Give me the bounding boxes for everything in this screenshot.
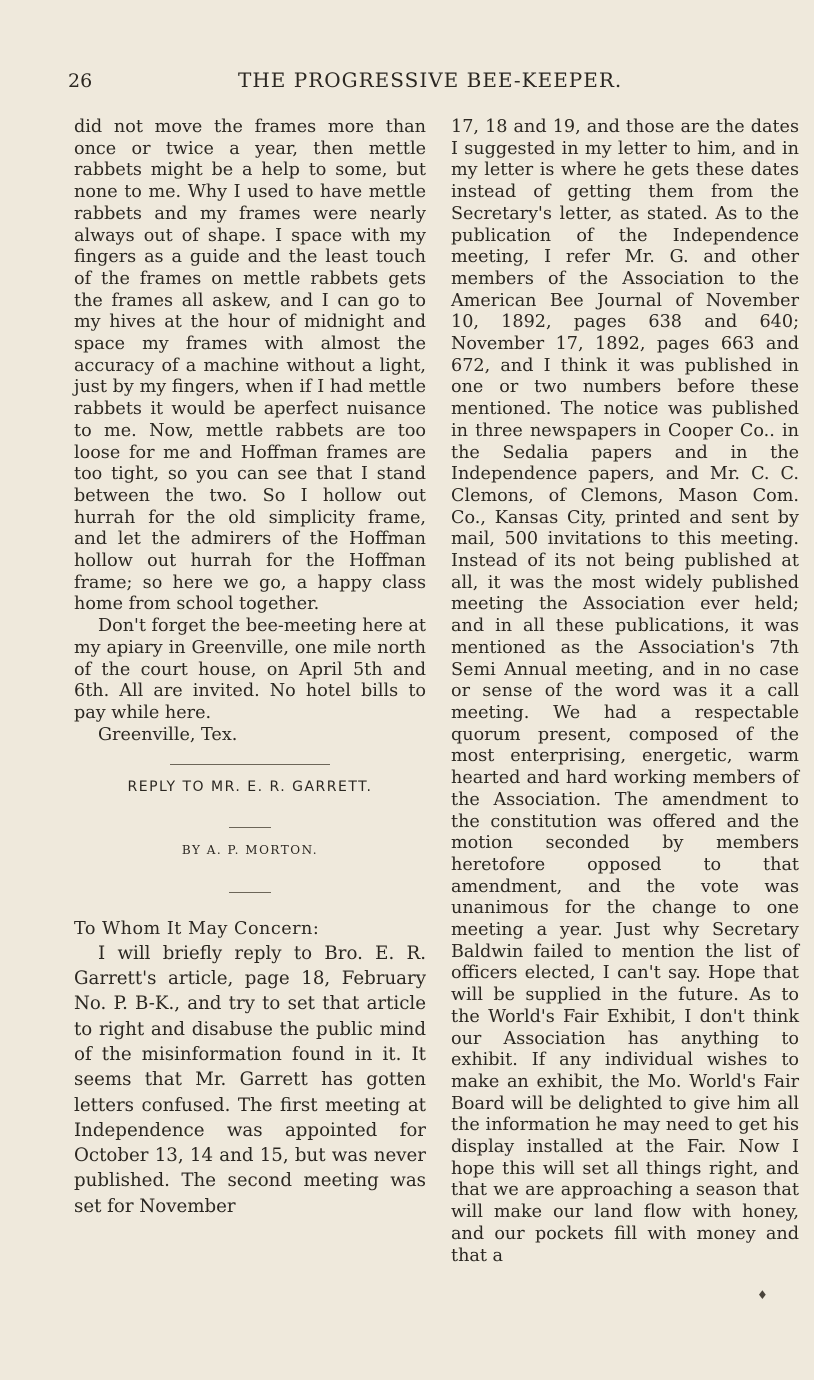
article-title: REPLY TO MR. E. R. GARRETT. [127, 779, 373, 796]
title-rule-bottom [229, 892, 271, 893]
article-opening-paragraph: I will briefly reply to Bro. E. R. Garrett's article, page 18, February No. P. B-K., and try to set that article to right and disabuse the public mind of the misinformation found in it. It seems that Mr. Garrett has gotten letters confused. The first meeting at Independence was appointed for October 13, 14 and 15, but was never published. The second meeting was set for November [74, 942, 426, 1217]
article-byline: BY A. P. MORTON. [181, 843, 319, 858]
signoff-location: Greenville, Tex. [98, 724, 238, 745]
left-column [74, 117, 426, 1219]
section-divider [170, 764, 330, 765]
page-number: 26 [68, 70, 93, 92]
title-rule-top [229, 827, 271, 828]
running-title: THE PROGRESSIVE BEE-KEEPER. [238, 68, 623, 92]
salutation: To Whom It May Concern: [74, 919, 320, 940]
article-continuation-paragraph: 17, 18 and 19, and those are the dates I suggested in my letter to him, and in my letter is where he gets these dates instead of getting them from the Secretary's letter, as stated. As to the publication of the Independence meeting, I refer Mr. G. and other members of the Association to the American Bee Journal of November 10, 1892, pages 638 and 640; November 17, 1892, pages 663 and 672, and I think it was published in one or two numbers before these mentioned. The notice was published in three newspapers in Cooper Co.. in the Sedalia papers and in the Independence papers, and Mr. C. C. Clemons, of Clemons, Mason Com. Co., Kansas City, printed and sent by mail, 500 invitations to this meeting. Instead of its not being published at all, it was the most widely published meeting the Association ever held; and in all these publications, it was mentioned as the Association's 7th Semi Annual meeting, and in no case or sense of the word was it a call meeting. We had a respectable quorum present, composed of the most enterprising, energetic, warm hearted and hard working members of the Association. The amendment to the constitution was offered and the motion seconded by members heretofore opposed to that amendment, and the vote was unanimous for the change to one meeting a year. Just why Secretary Baldwin failed to mention the list of officers elected, I can't say. Hope that will be supplied in the future. As to the World's Fair Exhibit, I don't think our Association has anything to exhibit. If any individual wishes to make an exhibit, the Mo. World's Fair Board will be delighted to give him all the information he may need to get his display installed at the Fair. Now I hope this will set all things right, and that we are approaching a season that will make our land flow with honey, and our pockets fill with money and that a [451, 117, 799, 1266]
meeting-notice-paragraph: Don't forget the bee-meeting here at my apiary in Greenville, one mile north of the court house, on April 5th and 6th. All are invited. No hotel bills to pay while here. [74, 616, 426, 723]
ornament-dot: ♦ [757, 1288, 768, 1302]
continuation-paragraph: did not move the frames more than once or twice a year, then mettle rabbets might be a help to some, but none to me. Why I used to have mettle rabbets and my frames were nearly always out of shape. I space with my fingers as a guide and the least touch of the frames on mettle rabbets gets the frames all askew, and I can go to my hives at the hour of midnight and space my frames with almost the accuracy of a machine without a light, just by my fingers, when if I had mettle rabbets it would be aperfect nuisance to me. Now, mettle rabbets are too loose for me and Hoffman frames are too tight, so you can see that I stand between the two. So I hollow out hurrah for the old simplicity frame, and let the admirers of the Hoffman hollow out hurrah for the Hoffman frame; so here we go, a happy class home from school together. [74, 117, 426, 615]
page-header [68, 64, 808, 98]
right-column [451, 117, 799, 1267]
